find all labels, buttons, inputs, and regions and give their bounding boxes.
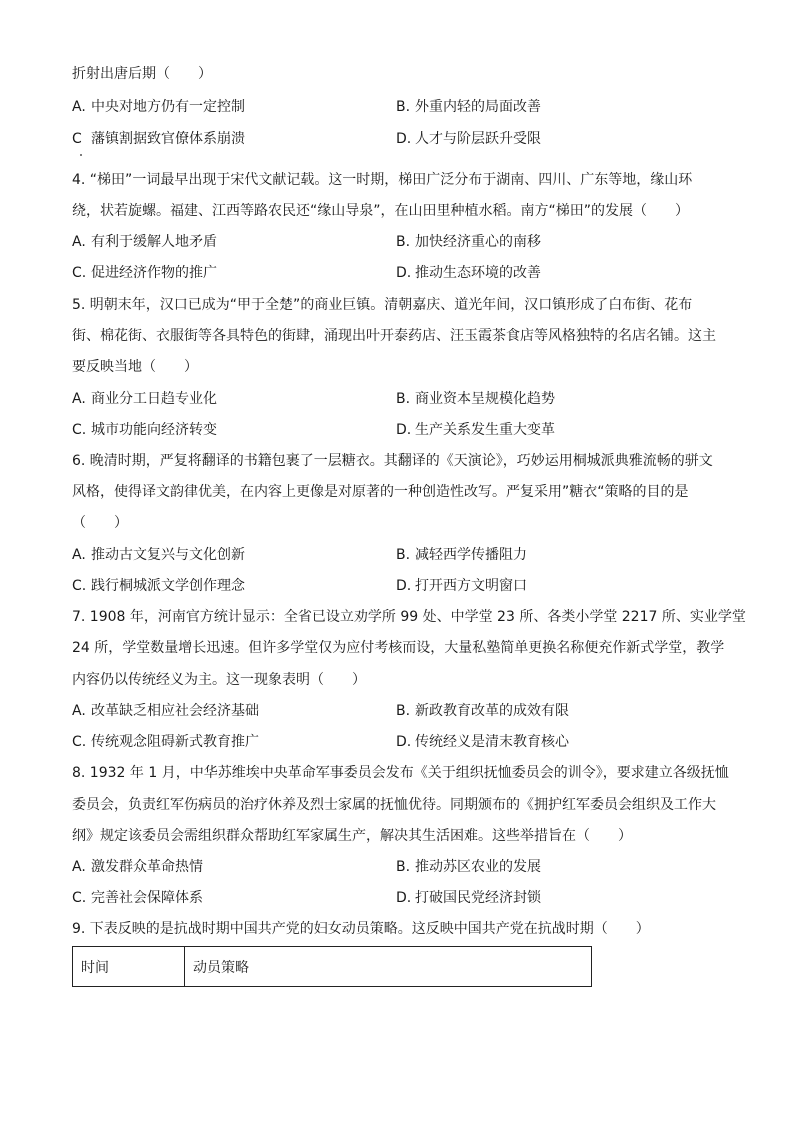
- q7-option-c: C. 传统观念阻碍新式教育推广: [72, 734, 259, 750]
- table-header-row: [73, 947, 592, 987]
- q6-stem-line-2: 风格，使得译文韵律优美，在内容上更像是对原著的一种创造性改写。严复采用”糖衣“策略的目的是: [72, 484, 689, 500]
- q4-option-a: A. 有利于缓解人地矛盾: [72, 234, 217, 250]
- strategy-table: [72, 946, 592, 987]
- q4-stem-line-1: 4. “梯田”一词最早出现于宋代文献记载。这一时期，梯田广泛分布于湖南、四川、广东等地，缘山环: [72, 172, 693, 188]
- table-header-strategy: 动员策略: [185, 947, 592, 987]
- q9-stem: 9. 下表反映的是抗战时期中国共产党的妇女动员策略。这反映中国共产党在抗战时期（ ）: [72, 921, 650, 937]
- q7-option-a: A. 改革缺乏相应社会经济基础: [72, 703, 259, 719]
- q8-option-c: C. 完善社会保障体系: [72, 890, 203, 906]
- q6-option-c: C. 践行桐城派文学创作理念: [72, 578, 245, 594]
- q8-option-a: A. 激发群众革命热情: [72, 859, 203, 875]
- q8-option-b: B. 推动苏区农业的发展: [396, 859, 541, 875]
- scan-speck: [80, 154, 82, 156]
- q4-stem-line-2: 绕，状若旋螺。福建、江西等路农民还“缘山导泉”，在山田里种植水稻。南方“梯田”的发展（ ）: [72, 203, 690, 219]
- q6-option-b: B. 减轻西学传播阻力: [396, 547, 527, 563]
- q8-stem-line-1: 8. 1932 年 1 月，中华苏维埃中央革命军事委员会发布《关于组织抚恤委员会的训令》，要求建立各级抚恤: [72, 765, 729, 781]
- q5-stem-line-3: 要反映当地（ ）: [72, 359, 198, 375]
- q6-stem-line-1: 6. 晚清时期，严复将翻译的书籍包裹了一层糖衣。其翻译的《天演论》，巧妙运用桐城派典雅流畅的骈文: [72, 453, 713, 469]
- table-header-time: 时间: [73, 947, 185, 987]
- q3-option-c: C 藩镇割据致官僚体系崩溃: [72, 131, 245, 147]
- q5-stem-line-2: 街、棉花街、衣服街等各具特色的街肆，涌现出叶开泰药店、汪玉霞茶食店等风格独特的名店名铺。这主: [72, 328, 716, 344]
- q5-stem-line-1: 5. 明朝末年，汉口已成为“甲于全楚”的商业巨镇。清朝嘉庆、道光年间，汉口镇形成了白布街、花布: [72, 297, 693, 313]
- q4-option-b: B. 加快经济重心的南移: [396, 234, 541, 250]
- q3-option-b: B. 外重内轻的局面改善: [396, 99, 541, 115]
- q7-stem-line-1: 7. 1908 年，河南官方统计显示：全省已设立劝学所 99 处、中学堂 23 所、各类小学堂 2217 所、实业学堂: [72, 609, 746, 625]
- q5-option-d: D. 生产关系发生重大变革: [396, 422, 555, 438]
- q7-option-b: B. 新政教育改革的成效有限: [396, 703, 569, 719]
- q7-stem-line-2: 24 所，学堂数量增长迅速。但许多学堂仅为应付考核而设，大量私塾简单更换名称便充作新式学堂，教学: [72, 640, 725, 656]
- q5-option-b: B. 商业资本呈规模化趋势: [396, 391, 555, 407]
- q4-option-d: D. 推动生态环境的改善: [396, 265, 541, 281]
- q3-stem: 折射出唐后期（ ）: [72, 66, 212, 82]
- q6-option-d: D. 打开西方文明窗口: [396, 578, 527, 594]
- q3-option-d: D. 人才与阶层跃升受限: [396, 131, 541, 147]
- q5-option-c: C. 城市功能向经济转变: [72, 422, 217, 438]
- q6-stem-line-3: （ ）: [72, 515, 128, 531]
- q8-stem-line-2: 委员会，负责红军伤病员的治疗休养及烈士家属的抚恤优待。同期颁布的《拥护红军委员会组织及工作大: [72, 797, 716, 813]
- q7-stem-line-3: 内容仍以传统经义为主。这一现象表明（ ）: [72, 672, 366, 688]
- q8-stem-line-3: 纲》规定该委员会需组织群众帮助红军家属生产，解决其生活困难。这些举措旨在（ ）: [72, 828, 632, 844]
- q3-option-a: A. 中央对地方仍有一定控制: [72, 99, 245, 115]
- q6-option-a: A. 推动古文复兴与文化创新: [72, 547, 245, 563]
- q4-option-c: C. 促进经济作物的推广: [72, 265, 217, 281]
- q7-option-d: D. 传统经义是清末教育核心: [396, 734, 569, 750]
- q5-option-a: A. 商业分工日趋专业化: [72, 391, 217, 407]
- q8-option-d: D. 打破国民党经济封锁: [396, 890, 541, 906]
